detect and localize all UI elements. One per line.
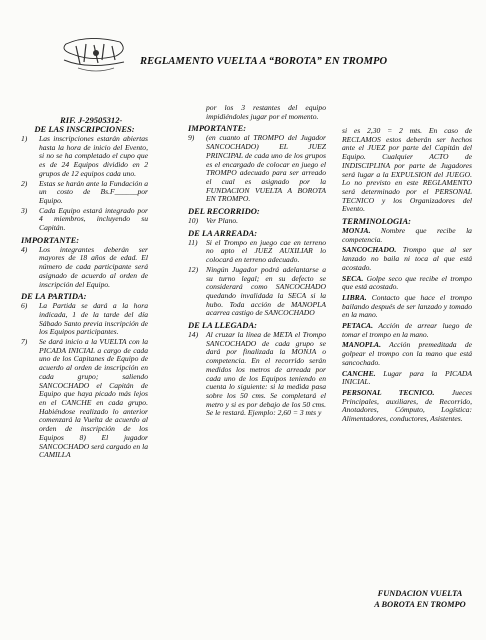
rule-10: 10) Ver Plano. [188, 216, 239, 226]
section-importante-1: IMPORTANTE: [21, 234, 80, 245]
rule-3: 3) Cada Equipo estará integrado por 4 miembros, incluyendo su Capitán. [21, 205, 148, 233]
section-llegada: DE LA LLEGADA: [188, 320, 257, 331]
column-2 [188, 104, 326, 419]
document-title: REGLAMENTO VUELTA A “BOROTA” EN TROMPO [140, 56, 388, 67]
rule-1: 1) Las inscripciones estarán abiertas hasta la hora de inicio del Evento, si no se ha completado el cupo que es de 24 Equipos dividido en 2 grupos de 12 equipos cada uno. [21, 134, 148, 178]
rule-7: 7) Se dará inicio a la VUELTA con la PICADA INICIAL a cargo de cada uno de los Capitanes de Equipo de acuerdo al orden de inscripción en cada grupo; saliendo SANCOCHADO el Capitán de Equipo que haya picado más lejos en el CANCHE en cada grupo. Habiéndose realizado lo anterior comenzará la Vuelta de acuerdo al orden de inscripción de los Equipos 8) El jugador SANCOCHADO será cargado en la CAMILLA [21, 337, 148, 460]
rule-14: 14) Al cruzar la línea de META el Trompo SANCOCHADO de cada grupo se dará por finalizada la MONJA o competencia. En el recorrido serán medidos los metros de arreada por cada uno de los Equipos teniendo en cuenta lo siguiente: si la medida pasa sobre los 50 cms. Se completará el metro y si es por debajo de los 50 cms. Se le restará. Ejemplo: 2,60 = 3 mts y [188, 330, 326, 418]
rule-11: 11) Si el Trompo en juego cae en terreno no apto el JUEZ AUXILIAR lo colocará en terreno adecuado. [188, 237, 326, 265]
term-seca: SECA. Golpe seco que recibe el trompo que está acostado. [342, 273, 472, 292]
rule-8-continued: por los 3 restantes del equipo impidiéndoles jugar por el momento. [206, 103, 326, 121]
footer-signature [360, 588, 480, 610]
rule-14-continued: si es 2,30 = 2 mts. En caso de RECLAMOS estos deberán ser hechos ante el JUEZ por parte del Capitán del Equipo. Cualquier ACTO de INDISCIPLINA por parte de Jugadores será lugar a la EXPULSION del JUEGO. Lo no previsto en este REGLAMENTO será determinado por el PERSONAL TECNICO y los Organizadores del Evento. [342, 126, 472, 214]
rule-4: 4) Los integrantes deberán ser mayores de 18 años de edad. El número de cada participante será asignado de acuerdo al orden de inscripción del Equipo. [21, 244, 148, 289]
section-recorrido: DEL RECORRIDO: [188, 206, 260, 217]
column-1 [21, 122, 148, 461]
rif-number: RIF. J-29505312- [60, 115, 123, 125]
column-3 [342, 127, 472, 426]
section-importante-2: IMPORTANTE: [188, 123, 247, 134]
rule-12: 12) Ningún Jugador podrá adelantarse a su turno legal; en su defecto se considerará como SANCOCHADO quedando invalidada la SECA si la hubo. Toda acción de MANOPLA acarrea castigo de SANCOCHADO [188, 264, 326, 318]
term-personal-tecnico: PERSONAL TECNICO. Jueces Principales, auxiliares, de Recorrido, Anotadores, Cómputo, Logística: Alimentadores, conductores, Asistentes. [342, 387, 472, 424]
rule-2: 2) Estas se harán ante la Fundación a un costo de Bs.F______por Equipo. [21, 178, 148, 205]
term-petaca: PETACA. Acción de arrear luego de tomar el trompo en la mano. [342, 321, 473, 339]
term-monja: MONJA. Nombre que recibe la competencia. [342, 226, 472, 244]
rule-9: 9) (en cuanto al TROMPO del Jugador SANCOCHADO) EL JUEZ PRINCIPAL de cada uno de los grupos es el encargado de colocar en juego el TROMPO adecuado para ser arreado el cual es asignado por la FUNDACION VUELTA A BOROTA EN TROMPO. [188, 133, 326, 204]
rule-6: 6) La Partida se dará a la hora indicada, 1 de la tarde del día Sábado Santo previa inscripción de los Equipos participantes. [21, 301, 148, 337]
footer-line-2: A BOROTA EN TROMPO [374, 600, 466, 609]
term-libra: LIBRA. Contacto que hace el trompo bailando después de ser lanzado y tomado en la mano. [342, 292, 473, 320]
section-partida: DE LA PARTIDA: [21, 291, 87, 302]
section-terminologia: TERMINOLOGIA: [342, 216, 411, 227]
section-arreada: DE LA ARREADA: [188, 227, 258, 238]
term-sancochado: SANCOCHADO. Trompo que al ser lanzado no baila ni toca al que está acostado. [342, 245, 472, 272]
term-manopla: MANOPLA. Acción premeditada de golpear el trompo con la mano que está sancochado. [342, 340, 473, 367]
foundation-logo [58, 36, 134, 76]
footer-line-1: FUNDACION VUELTA [377, 589, 463, 598]
section-inscripciones: DE LAS INSCRIPCIONES: [34, 124, 135, 134]
term-canche: CANCHE. Lugar para la PICADA INICIAL. [342, 368, 472, 387]
